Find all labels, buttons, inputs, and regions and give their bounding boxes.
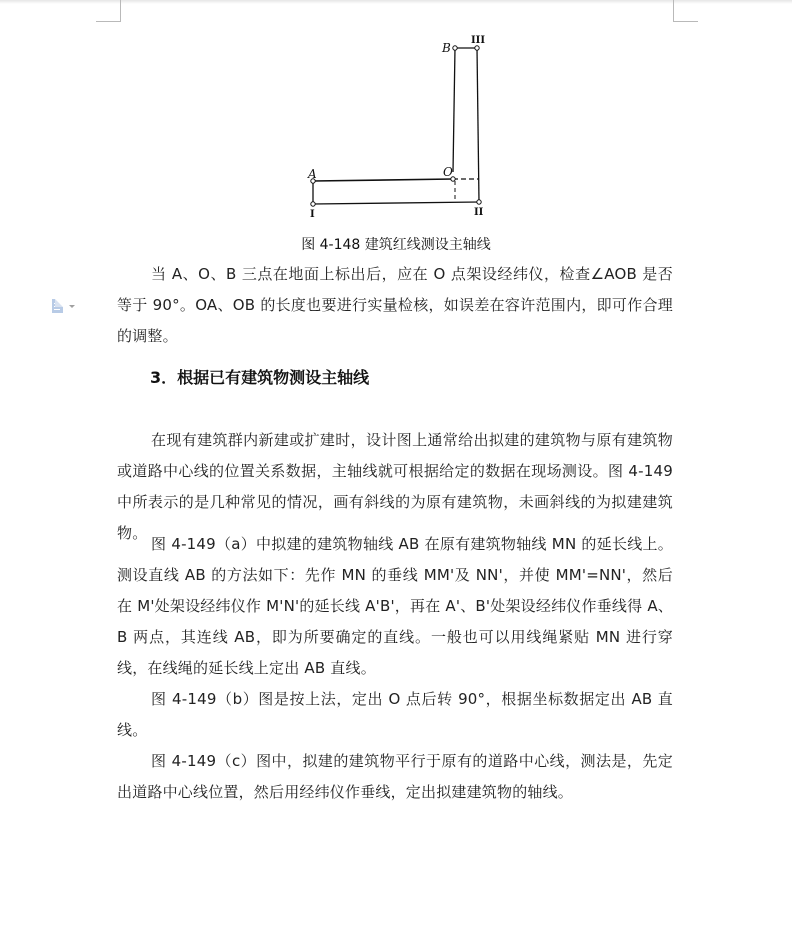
figure-diagram xyxy=(300,34,500,224)
label-a: A xyxy=(308,167,317,181)
point-i xyxy=(311,202,315,206)
paragraph-1: 当 A、O、B 三点在地面上标出后，应在 O 点架设经纬仪，检查∠AOB 是否等于 90°。OA、OB 的长度也要进行实量检核，如误差在容许范围内，即可作合理的调整。 xyxy=(117,265,673,345)
margin-corner-top-right xyxy=(673,0,698,22)
margin-corner-top-left xyxy=(96,0,121,22)
figure-4-148 xyxy=(300,34,500,224)
paragraph-3: 图 4-149（a）中拟建的建筑物轴线 AB 在原有建筑物轴线 MN 的延长线上。测设直线 AB 的方法如下：先作 MN 的垂线 MM'及 NN'，并使 MM'=NN'，然后在 M'处架设经纬仪作 M'N'的延长线 A'B'，再在 A'、B'处架设经纬仪作垂线得 A、B 两点，其连线 AB，即为所要确定的直线。一般也可以用线绳紧贴 MN 进行穿线，在线绳的延长线上定出 AB 直线。 xyxy=(117,535,673,677)
label-iii: III xyxy=(471,35,486,46)
point-b xyxy=(453,46,457,50)
paragraph-5: 图 4-149（c）图中，拟建的建筑物平行于原有的道路中心线，测法是，先定出道路中心线位置，然后用经纬仪作垂线，定出拟建建筑物的轴线。 xyxy=(117,752,673,801)
label-o: O xyxy=(443,165,453,179)
line-ao xyxy=(313,179,453,181)
chevron-down-icon xyxy=(69,305,75,308)
point-iii xyxy=(475,46,479,50)
paragraph-2: 在现有建筑群内新建或扩建时，设计图上通常给出拟建的建筑物与原有建筑物或道路中心线的位置关系数据，主轴线就可根据给定的数据在现场测设。图 4-149 中所表示的是几种常见的情况，画有斜线的为原有建筑物，未画斜线的为拟建建筑物。 xyxy=(117,431,673,542)
figure-caption: 图 4-148 建筑红线测设主轴线 xyxy=(301,237,491,253)
label-b: B xyxy=(442,41,451,55)
label-ii: II xyxy=(474,207,484,218)
paragraph-4: 图 4-149（b）图是按上法，定出 O 点后转 90°，根据坐标数据定出 AB 直线。 xyxy=(117,690,673,739)
point-ii xyxy=(477,200,481,204)
section-heading: 3．根据已有建筑物测设主轴线 xyxy=(150,368,370,387)
label-i: I xyxy=(310,209,315,220)
line-ob xyxy=(453,48,455,172)
line-i-ii xyxy=(313,202,479,204)
paragraph-marker[interactable] xyxy=(52,297,82,315)
document-icon xyxy=(52,299,63,313)
